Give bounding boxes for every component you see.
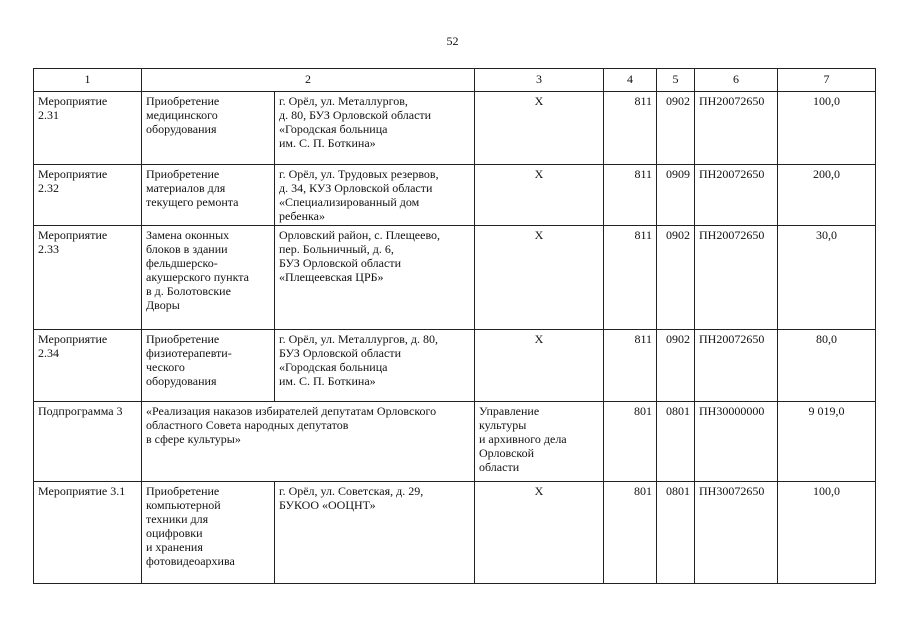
budget-table [33,68,876,584]
col6-cell: ПН20072650 [695,92,778,165]
col5-cell: 0801 [657,482,695,584]
table-row [34,402,876,482]
event-name-cell: Приобретение физиотерапевти- ческого оборудования [142,330,275,402]
col6-cell: ПН20072650 [695,226,778,330]
address-cell: г. Орёл, ул. Советская, д. 29, БУКОО «ООЦНТ» [275,482,475,584]
event-cell: Мероприятие 2.33 [34,226,142,330]
header-col-4: 4 [604,69,657,92]
address-cell: г. Орёл, ул. Трудовых резервов, д. 34, КУЗ Орловской области «Специализированный дом ребенка» [275,165,475,226]
header-col-2: 2 [142,69,475,92]
col4-cell: 811 [604,330,657,402]
col6-cell: ПН30072650 [695,482,778,584]
event-name-cell: Приобретение медицинского оборудования [142,92,275,165]
event-name-cell: Приобретение компьютерной техники для оцифровки и хранения фотовидеоархива [142,482,275,584]
event-cell: Мероприятие 2.34 [34,330,142,402]
address-cell: Орловский район, с. Плещеево, пер. Больничный, д. 6, БУЗ Орловской области «Плещеевская ЦРБ» [275,226,475,330]
table-header [34,69,876,92]
col4-cell: 811 [604,92,657,165]
header-col-6: 6 [695,69,778,92]
col7-cell: 80,0 [778,330,876,402]
subprogram-cell: Подпрограмма 3 [34,402,142,482]
table-row [34,482,876,584]
page-number: 52 [446,34,459,48]
table-row [34,165,876,226]
col7-cell: 100,0 [778,482,876,584]
subprogram-title-cell: «Реализация наказов избирателей депутатам Орловского областного Совета народных депутатов в сфере культуры» [142,402,475,482]
col6-cell: ПН20072650 [695,330,778,402]
table-row [34,226,876,330]
table-row [34,330,876,402]
col4-cell: 801 [604,482,657,584]
table-body [34,92,876,584]
col3-cell: Х [475,226,604,330]
col5-cell: 0909 [657,165,695,226]
address-cell: г. Орёл, ул. Металлургов, д. 80, БУЗ Орловской области «Городская больница им. С. П. Боткина» [275,92,475,165]
event-cell: Мероприятие 3.1 [34,482,142,584]
col5-cell: 0902 [657,330,695,402]
col6-cell: ПН20072650 [695,165,778,226]
event-name-cell: Приобретение материалов для текущего ремонта [142,165,275,226]
col7-cell: 30,0 [778,226,876,330]
col7-cell: 200,0 [778,165,876,226]
col3-cell: Х [475,330,604,402]
col4-cell: 801 [604,402,657,482]
col3-cell: Х [475,482,604,584]
col5-cell: 0902 [657,92,695,165]
event-cell: Мероприятие 2.32 [34,165,142,226]
col4-cell: 811 [604,165,657,226]
col7-cell: 9 019,0 [778,402,876,482]
col3-cell: Х [475,92,604,165]
col5-cell: 0801 [657,402,695,482]
header-col-5: 5 [657,69,695,92]
col7-cell: 100,0 [778,92,876,165]
header-col-3: 3 [475,69,604,92]
col3-cell: Х [475,165,604,226]
address-cell: г. Орёл, ул. Металлургов, д. 80, БУЗ Орловской области «Городская больница им. С. П. Боткина» [275,330,475,402]
col4-cell: 811 [604,226,657,330]
col5-cell: 0902 [657,226,695,330]
event-cell: Мероприятие 2.31 [34,92,142,165]
header-col-7: 7 [778,69,876,92]
header-col-1: 1 [34,69,142,92]
col6-cell: ПН30000000 [695,402,778,482]
table-row [34,92,876,165]
header-row [34,69,876,92]
event-name-cell: Замена оконных блоков в здании фельдшерско- акушерского пункта в д. Болотовские Дворы [142,226,275,330]
col3-cell: Управление культуры и архивного дела Орловской области [475,402,604,482]
